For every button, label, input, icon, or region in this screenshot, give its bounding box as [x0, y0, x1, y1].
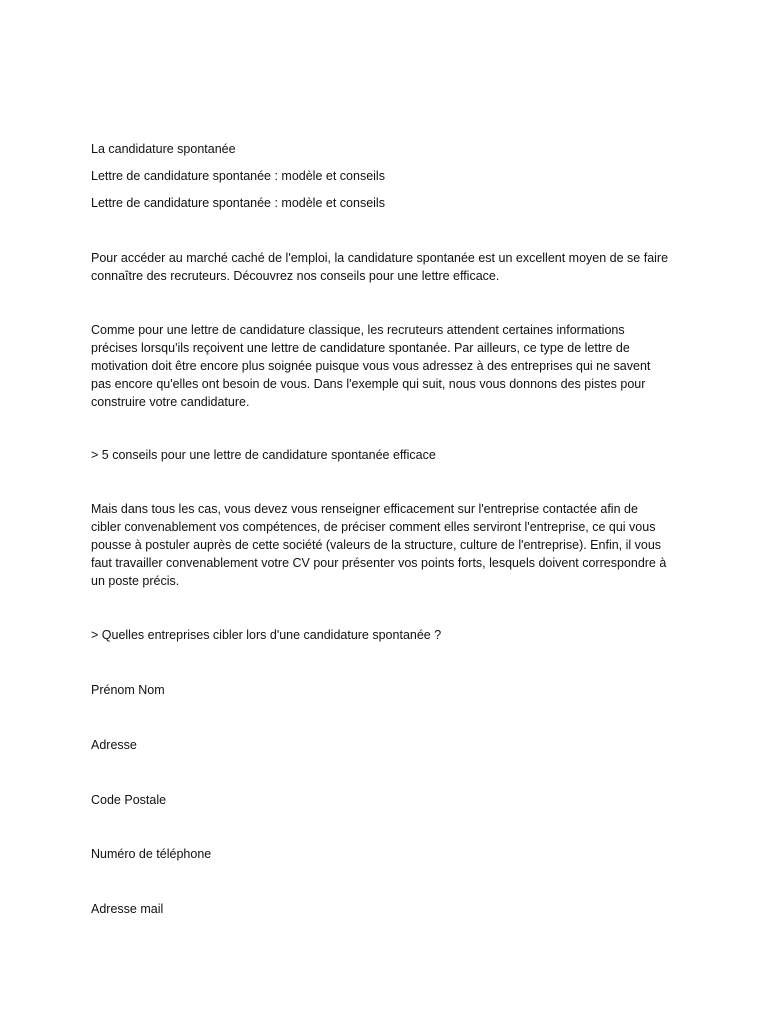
field-name: Prénom Nom: [91, 683, 165, 697]
body-paragraph-1-text: Comme pour une lettre de candidature classique, les recruteurs attendent certaines informations précises lorsqu'ils reçoivent une lettre de candidature spontanée. Par ailleurs, ce type de lettre de motivation doit être encore plus soignée puisque vous vous adressez à des entreprises qui ne savent pas encore qu'elles ont besoin de vous. Dans l'exemple qui suit, nous vous donnons des pistes pour construire votre candidature.: [91, 323, 651, 409]
document-subtitle-1: Lettre de candidature spontanée : modèle et conseils: [91, 169, 385, 183]
document-subtitle-2: Lettre de candidature spontanée : modèle et conseils: [91, 196, 385, 210]
intro-text: Pour accéder au marché caché de l'emploi, la candidature spontanée est un excellent moyen de se faire connaître des recruteurs. Découvrez nos conseils pour une lettre efficace.: [91, 251, 669, 283]
intro-paragraph: [91, 249, 671, 285]
body-paragraph-2: [91, 500, 671, 590]
field-address: Adresse: [91, 738, 137, 752]
field-postal-code: Code Postale: [91, 793, 167, 807]
field-phone: Numéro de téléphone: [91, 847, 212, 861]
companies-link[interactable]: > Quelles entreprises cibler lors d'une candidature spontanée ?: [91, 628, 442, 642]
document-title: La candidature spontanée: [91, 142, 236, 156]
tips-link[interactable]: > 5 conseils pour une lettre de candidature spontanée efficace: [91, 448, 436, 462]
body-paragraph-2-text: Mais dans tous les cas, vous devez vous renseigner efficacement sur l'entreprise contactée afin de cibler convenablement vos compétences, de préciser comment elles serviront l'entreprise, ce qui vous pousse à postuler auprès de cette société (valeurs de la structure, culture de l'entreprise). Enfin, il vous faut travailler convenablement votre CV pour présenter vos points forts, lesquels doivent correspondre à un poste précis.: [91, 502, 667, 588]
body-paragraph-1: [91, 321, 671, 411]
field-email: Adresse mail: [91, 902, 164, 916]
